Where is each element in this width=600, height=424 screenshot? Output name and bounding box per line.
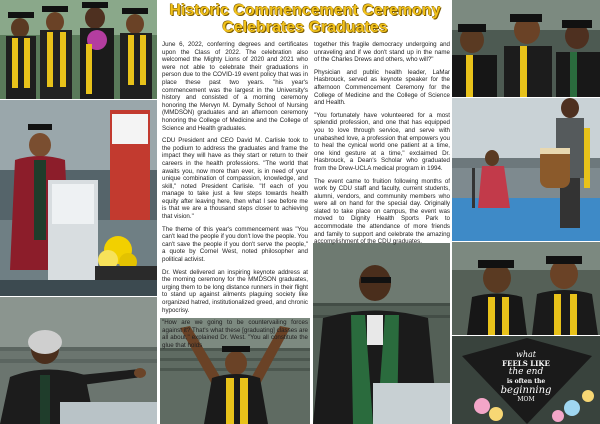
- cap-text-line5: beginning: [500, 385, 552, 396]
- photo-decorated-cap: [452, 336, 600, 424]
- article-column-left: [162, 41, 308, 355]
- page-title: [160, 2, 450, 36]
- article-paragraph: "How are we going to be countervailing forces against it? That's what these [graduating] classes are all about," explained Dr. West. "You all constitute the glue that holds: [162, 319, 308, 349]
- article-paragraph: The theme of this year's commencement was "You can't lead the people if you don't love the people. You can't save the people if you don't serve the people," a quote by Cornel West, noted philosopher and political activist.: [162, 225, 308, 264]
- photo-graduates-smiling: [452, 242, 600, 335]
- cap-text-line3: the end: [508, 367, 544, 377]
- photo-graduates-crowd: [452, 0, 600, 97]
- photo-drum-performers: [452, 98, 600, 241]
- cap-text-line2: FEELS LIKE: [502, 359, 550, 368]
- article-paragraph: The event came to fruition following months of work by CDU staff and faculty, current students, alumni, vendors, and community members who were all on hand for the special day. Originally slated to take place on campus, the event was moved to Dignity Health Sports Park to accommodate the attendance of more friends and family to support and celebrate the amazing accomplishment of the CDU graduates.: [314, 177, 450, 246]
- cap-text-line1: what: [516, 350, 536, 359]
- page-title-line2: Celebrates Graduates: [222, 19, 388, 36]
- article-paragraph: Physician and public health leader, LaMar Hasbrouck, served as keynote speaker for the afternoon Commencement Ceremony for the College of Medicine and the College of Science and Health.: [314, 68, 450, 107]
- article-column-right: [314, 41, 450, 251]
- article-paragraph: Dr. West delivered an inspiring keynote address at the morning ceremony for the MMDSON graduates, urging them to be long distance runners in their flight to stand up against ailments plaguing society like organized hatred, institutionalized greed, and chronic hypocrisy.: [162, 268, 308, 314]
- cap-text: [480, 350, 572, 404]
- article-paragraph: June 6, 2022, conferring degrees and certificates upon the Class of 2022. The celebration also welcomed the Mighty Lions of 2020 and 2021 who were not able to celebrate their graduations in person due to the COVID-19 event policy that was in place these past two years. "his year's commencement was the largest in the University's history and consisted of a morning ceremony honoring the Mervyn M. Dymally School of Nursing (MMDSON) graduates and an afternoon ceremony honoring the College of Medicine and the College of Science and Health graduates.: [162, 41, 308, 132]
- photo-president-podium: [0, 100, 157, 296]
- article-paragraph: CDU President and CEO David M. Carlisle took to the podium to address the graduates and frame the impact they will have as they start or return to their careers in the health professions. "The world that awaits you, now more than ever, is in need of your unique combination of compassion, knowledge, and skill," noted President Carlisle. "If each of you manage to take just a few steps towards health equity after leaving here, then what I see before me is that we are a thousand steps closer to achieving that vision.": [162, 137, 308, 221]
- cap-text-line4: is often the: [506, 378, 546, 385]
- cap-text-line6: MOM: [517, 396, 535, 403]
- page-title-line1: Historic Commencement Ceremony: [169, 2, 441, 19]
- article-paragraph: "You fortunately have volunteered for a most splendid profession, and one that has equipped you to love through service, and serve with unabashed love, a profession that empowers you to heal the cynical world one patient at a time, one kind gesture at a time," exclaimed Dr. Hasbrouck, a Dean's Scholar who graduated from the Drew-UCLA medical program in 1994.: [314, 111, 450, 172]
- photo-graduates-group: [0, 0, 157, 99]
- article-paragraph: together this fragile democracy undergoing and unraveling and if we don't stand up in the name of the Charles Drews and others, who will?": [314, 41, 450, 64]
- photo-keynote-speaker: [0, 297, 157, 424]
- photo-hasbrouck-speaker: [313, 243, 450, 424]
